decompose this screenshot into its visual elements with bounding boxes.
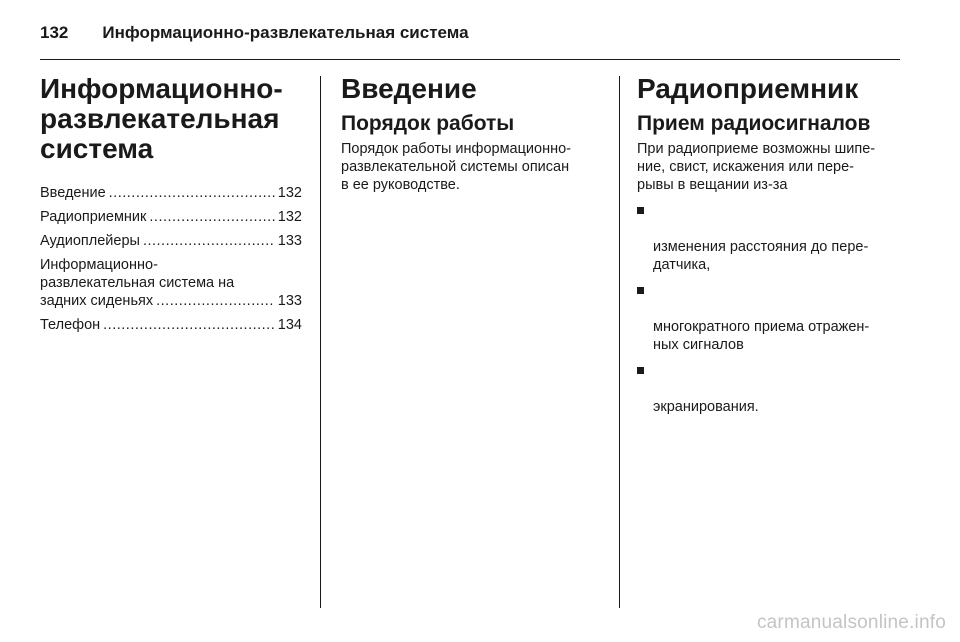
toc-item-label: задних сиденьях bbox=[40, 293, 154, 309]
page-header bbox=[40, 18, 900, 48]
radio-subheading: Прием радиосигналов bbox=[637, 112, 871, 135]
watermark: carmanualsonline.info bbox=[756, 612, 946, 633]
intro-subheading: Порядок работы bbox=[341, 112, 515, 135]
column-divider-left bbox=[320, 76, 321, 608]
radio-text: При радиоприеме возможны шипе- ние, свист, искажения или пере- рывы в вещании из-за bbox=[637, 141, 876, 193]
toc-item-label: Введение bbox=[40, 185, 106, 201]
toc-item-label: Аудиоплейеры bbox=[40, 233, 140, 249]
bullet-text: экранирования. bbox=[653, 399, 759, 415]
toc-item-page: 133 bbox=[277, 233, 302, 249]
page-number: 132 bbox=[40, 23, 69, 42]
column-divider-right bbox=[619, 76, 620, 608]
intro-text: Порядок работы информационно- развлекательной системы описан в ее руководстве. bbox=[341, 141, 571, 193]
header-rule bbox=[40, 59, 900, 60]
chapter-title: Информационно- развлекательная система bbox=[40, 73, 283, 164]
radio-title: Радиоприемник bbox=[637, 73, 859, 104]
list-item bbox=[637, 202, 905, 274]
toc-leader-dots bbox=[109, 184, 275, 202]
toc-item-page: 134 bbox=[277, 317, 302, 333]
toc-leader-dots bbox=[156, 292, 275, 310]
toc-leader-dots bbox=[149, 208, 274, 226]
toc-item-intro[interactable] bbox=[40, 184, 302, 202]
intro-title: Введение bbox=[341, 73, 477, 104]
running-title: Информационно-развлекательная система bbox=[102, 23, 469, 42]
toc-item-radio[interactable] bbox=[40, 208, 302, 226]
list-item bbox=[637, 282, 905, 354]
toc-item-page: 132 bbox=[277, 209, 302, 225]
square-bullet-icon bbox=[637, 367, 644, 374]
radio-bullet-list bbox=[637, 202, 905, 416]
toc-leader-dots bbox=[143, 232, 275, 250]
toc-leader-dots bbox=[103, 316, 275, 334]
toc-column bbox=[40, 74, 302, 340]
toc-item-page: 133 bbox=[277, 293, 302, 309]
toc-item-audio-players[interactable] bbox=[40, 232, 302, 250]
toc-item-label: Радиоприемник bbox=[40, 209, 147, 225]
bullet-text: многократного приема отражен- ных сигналов bbox=[653, 319, 870, 353]
list-item bbox=[637, 362, 905, 416]
square-bullet-icon bbox=[637, 207, 644, 214]
bullet-text: изменения расстояния до пере- датчика, bbox=[653, 239, 869, 273]
toc-item-label-lines: Информационно- развлекательная система на bbox=[40, 257, 235, 291]
intro-column bbox=[341, 74, 603, 194]
toc-item-phone[interactable] bbox=[40, 316, 302, 334]
toc-item-rear-seat-entertainment[interactable] bbox=[40, 256, 302, 310]
toc-item-label: Телефон bbox=[40, 317, 101, 333]
toc-item-page: 132 bbox=[277, 185, 302, 201]
radio-column bbox=[637, 74, 905, 424]
square-bullet-icon bbox=[637, 287, 644, 294]
